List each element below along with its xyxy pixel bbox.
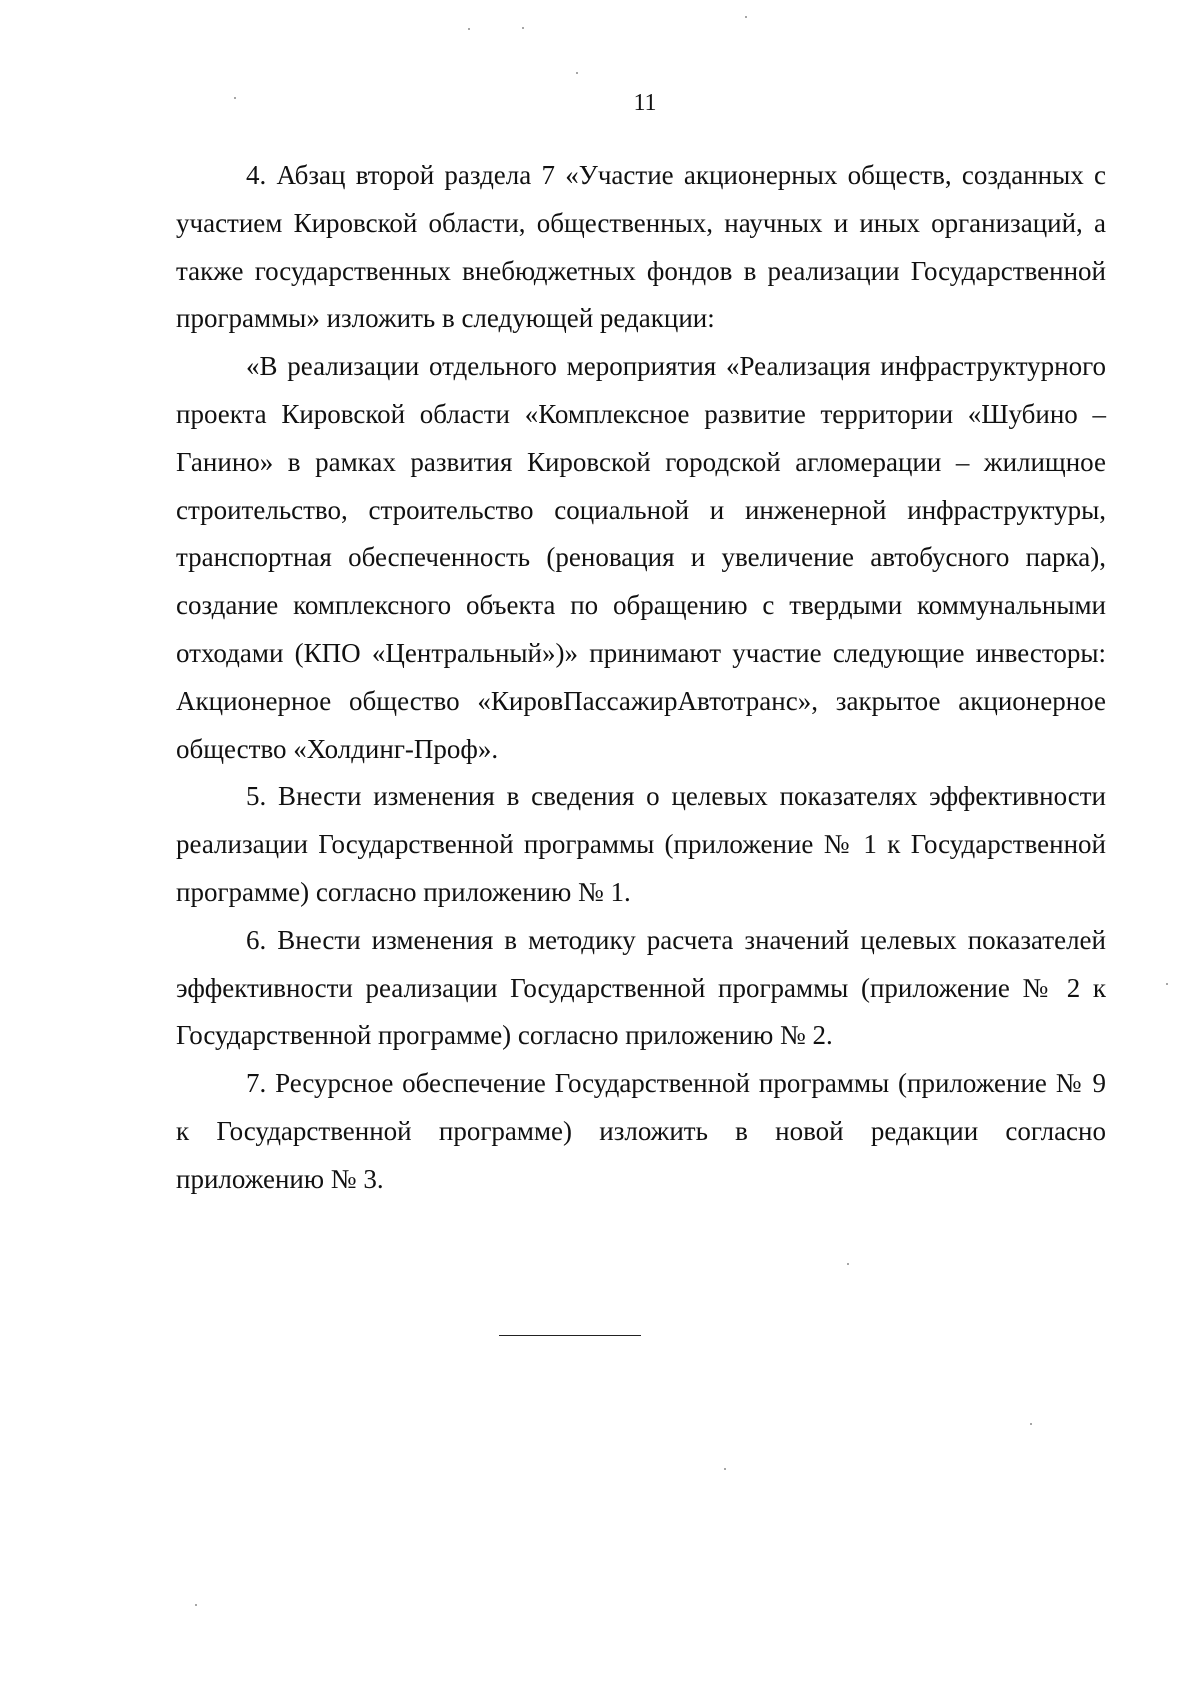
- scan-speck: [724, 1468, 726, 1470]
- scan-speck: [522, 27, 524, 29]
- scan-speck: [576, 72, 578, 74]
- paragraph-item-6: 6. Внести изменения в методику расчета значений целевых показателей эффективности реализации Государственной программы (приложение № 2 к Государственной программе) согласно приложению № 2.: [176, 924, 1106, 1051]
- paragraph-item-7: 7. Ресурсное обеспечение Государственной программы (приложение № 9 к Государственной программе) изложить в новой редакции согласно приложению № 3.: [176, 1068, 1106, 1194]
- paragraph-item-4: 4. Абзац второй раздела 7 «Участие акционерных обществ, созданных с участием Кировской области, общественных, научных и иных организаций, а также государственных внебюджетных фондов в реализации Государственной программы» изложить в следующей редакции:: [176, 160, 1106, 334]
- scan-speck: [234, 97, 236, 99]
- paragraph-item-5: 5. Внести изменения в сведения о целевых показателях эффективности реализации Государственной программы (приложение № 1 к Государственной программе) согласно приложению № 1.: [176, 781, 1106, 907]
- scan-speck: [468, 28, 470, 30]
- scan-speck: [1030, 1423, 1032, 1425]
- scan-speck: [745, 16, 747, 18]
- scan-speck: [195, 1604, 197, 1606]
- document-body: [176, 152, 1106, 1204]
- page-number: 11: [633, 90, 657, 116]
- end-separator-line: [499, 1335, 641, 1336]
- scan-speck: [847, 1263, 849, 1265]
- paragraph-quoted-text: «В реализации отдельного мероприятия «Реализация инфраструктурного проекта Кировской области «Комплексное развитие территории «Шубино – Ганино» в рамках развития Кировской городской агломерации – жилищное строительство, строительство социальной и инженерной инфраструктуры, транспортная обеспеченность (реновация и увеличение автобусного парка), создание комплексного объекта по обращению с твердыми коммунальными отходами (КПО «Центральный»)» принимают участие следующие инвесторы: Акционерное общество «КировПассажирАвтотранс», закрытое акционерное общество «Холдинг-Проф».: [176, 351, 1106, 764]
- scan-speck: [1166, 983, 1168, 985]
